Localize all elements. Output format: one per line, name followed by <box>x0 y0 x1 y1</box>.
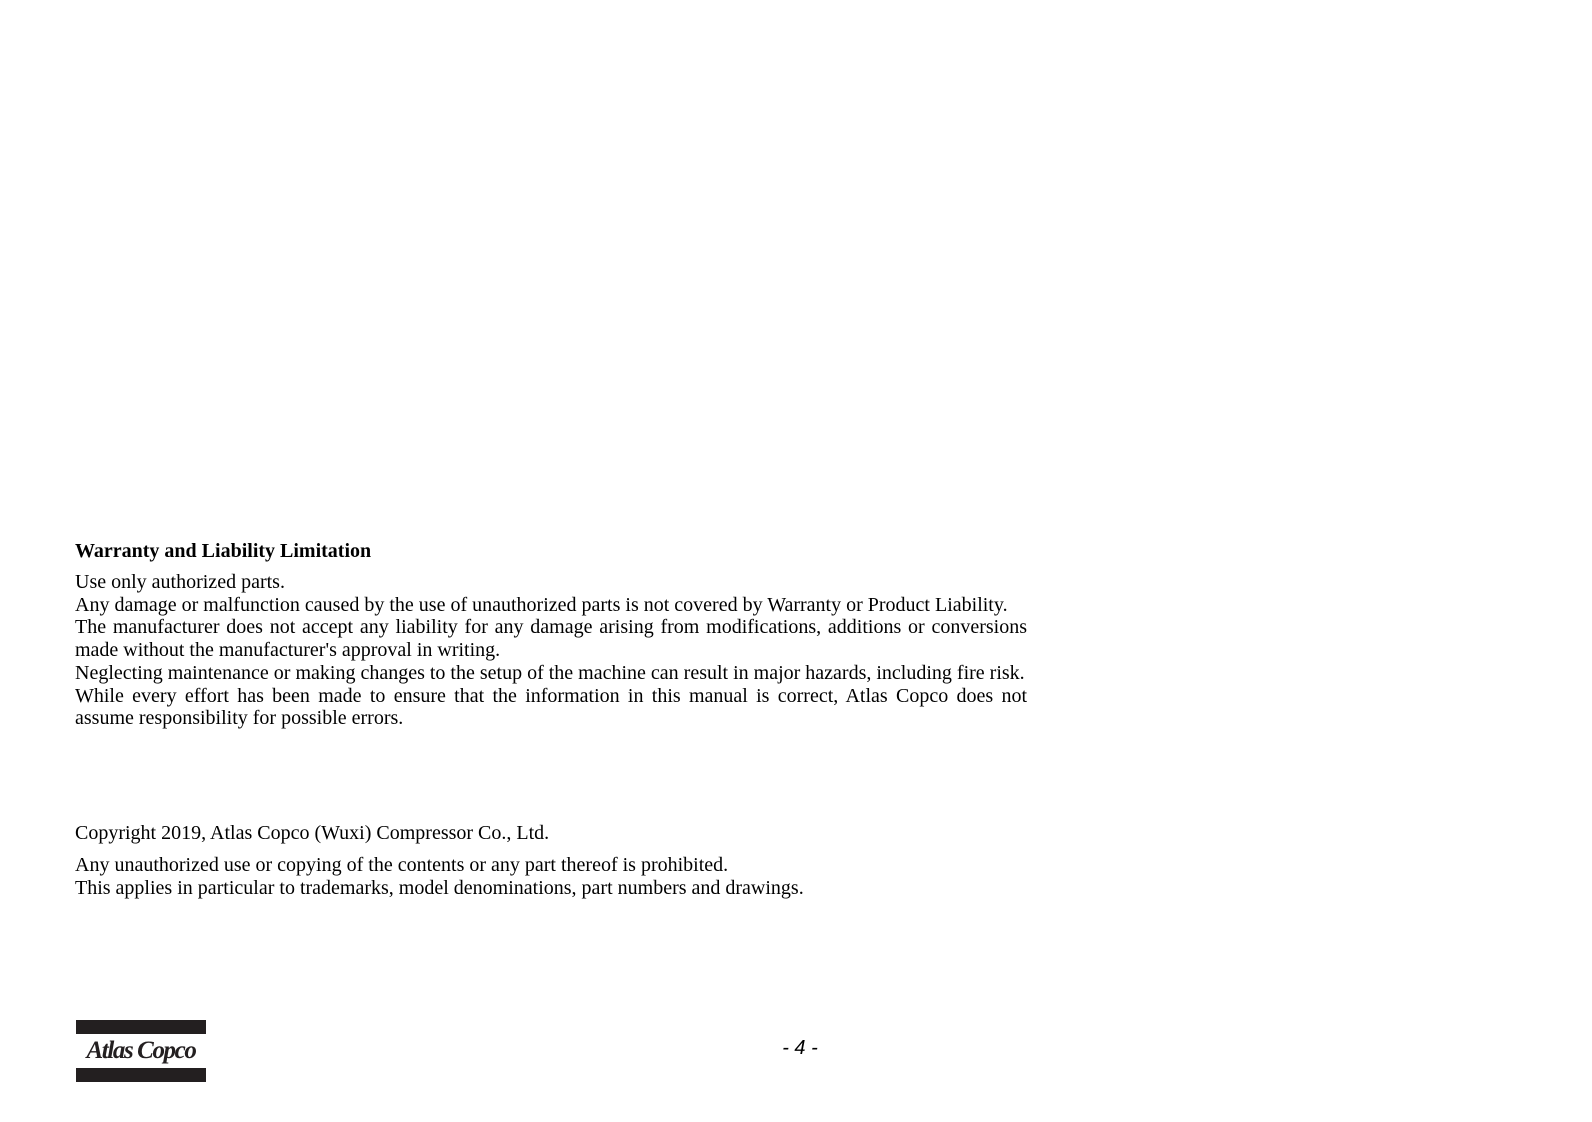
warranty-section <box>75 538 1027 730</box>
logo-top-bar <box>76 1020 206 1034</box>
logo-bottom-bar <box>76 1068 206 1082</box>
warranty-paragraph: Any damage or malfunction caused by the use of unauthorized parts is not covered by Warranty or Product Liability. <box>75 593 1008 616</box>
warranty-paragraph: Use only authorized parts. <box>75 571 285 593</box>
copyright-notice: This applies in particular to trademarks, model denominations, part numbers and drawings. <box>75 876 804 899</box>
section-heading: Warranty and Liability Limitation <box>75 540 372 562</box>
atlas-copco-logo <box>76 1020 206 1082</box>
warranty-paragraph: While every effort has been made to ensure that the information in this manual is correct, Atlas Copco does not assume responsibility for possible errors. <box>75 684 1027 730</box>
copyright-line: Copyright 2019, Atlas Copco (Wuxi) Compressor Co., Ltd. <box>75 822 550 844</box>
warranty-paragraph: The manufacturer does not accept any liability for any damage arising from modifications, additions or conversions made without the manufacturer's approval in writing. <box>75 616 1027 662</box>
page-number: - 4 - <box>782 1037 818 1059</box>
warranty-paragraph: Neglecting maintenance or making changes to the setup of the machine can result in major hazards, including fire risk. <box>75 661 1025 684</box>
copyright-notice: Any unauthorized use or copying of the contents or any part thereof is prohibited. <box>75 854 729 876</box>
copyright-section <box>75 821 1027 899</box>
logo-wordmark: Atlas Copco <box>86 1037 196 1064</box>
